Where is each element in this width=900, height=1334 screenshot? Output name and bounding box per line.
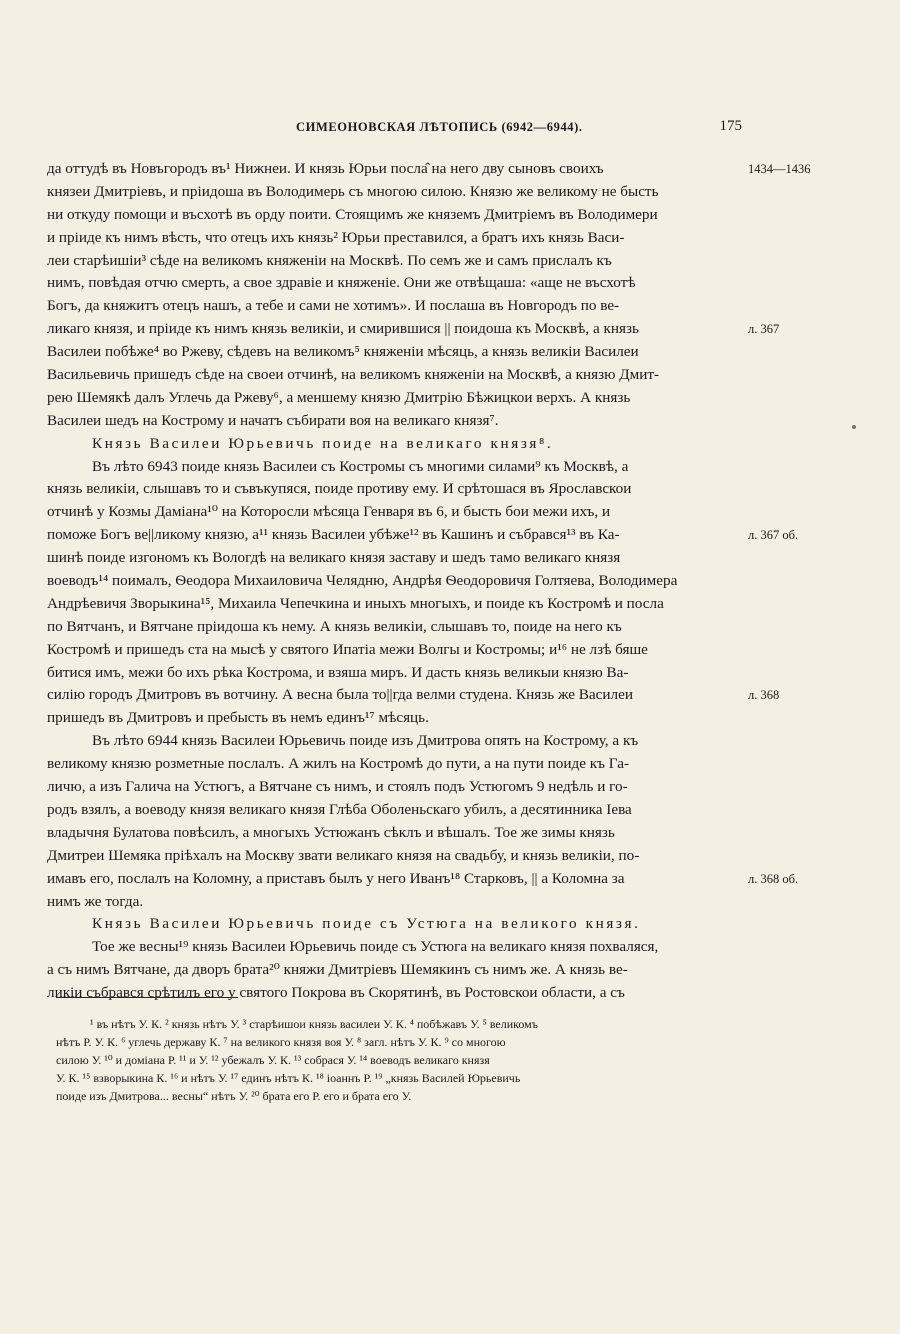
text-line bbox=[0, 707, 900, 730]
line-text: имавъ его, послалъ на Коломну, а приставъ былъ у него Иванъ¹⁸ Старковъ, || а Коломна за bbox=[47, 869, 625, 887]
text-line bbox=[0, 776, 900, 799]
line-text: ликаго князя, и прiиде къ нимъ князь великiи, и смирившися || поидоша къ Москвѣ, а князь bbox=[47, 320, 639, 338]
line-text: да оттудѣ въ Новъгородъ въ¹ Нижнеи. И князь Юрьи посла̂ на него дву сыновъ своихъ bbox=[47, 160, 604, 177]
section-heading: Князь Василеи Юрьевичь поиде съ Устюга на великого князя. bbox=[92, 915, 641, 933]
footnote-text: поиде изъ Дмитрова... весны“ нѣтъ У. ²⁰ брата его Р. его и брата его У. bbox=[56, 1089, 412, 1103]
line-text: нимъ, повѣдая отчю смерть, а свое здравiе и княженiе. Они же отвѣщаша: «аще не въсхотѣ bbox=[47, 274, 636, 292]
text-line bbox=[0, 662, 900, 685]
section-heading-line bbox=[0, 913, 900, 936]
line-text: князеи Дмитрiевъ, и прiидоша въ Володимерь съ многою силою. Князю же великому не бысть bbox=[47, 182, 659, 200]
line-text: Дмитреи Шемяка прiѣхалъ на Москву звати великаго князя на свадьбу, и князь великiи, по- bbox=[47, 846, 640, 864]
line-text: Василеи побѣже⁴ во Ржеву, сѣдевъ на великомъ⁵ княженiи мѣсяць, а князь великiи Василеи bbox=[47, 343, 639, 361]
margin-note: л. 368 bbox=[748, 688, 780, 703]
line-text: Тое же весны¹⁹ князь Василеи Юрьевичь поиде съ Устюга на великаго князя похваляся, bbox=[92, 938, 659, 956]
line-text: воеводъ¹⁴ поималъ, Ѳеодора Михаиловича Челядню, Андрѣя Ѳеодоровичя Голтяева, Володимера bbox=[47, 572, 678, 590]
line-text: родъ взялъ, а воеводу князя великаго князя Глѣба Оболеньскаго убилъ, а десятинника Iева bbox=[47, 800, 632, 818]
text-line bbox=[0, 456, 900, 479]
text-line bbox=[0, 318, 900, 341]
text-line bbox=[0, 387, 900, 410]
text-line bbox=[0, 524, 900, 547]
main-text bbox=[0, 158, 900, 1005]
line-text: битися имъ, межи бо ихъ рѣка Кострома, и взяша миръ. И дасть князь великыи князю Ва- bbox=[47, 663, 629, 681]
footnote-text: У. К. ¹⁵ взворыкина К. ¹⁶ и нѣтъ У. ¹⁷ единъ нѣтъ К. ¹⁸ iоаннъ Р. ¹⁹ „князь Василей Юрьевичь bbox=[56, 1071, 521, 1085]
line-text: Въ лѣто 6943 поиде князь Василеи съ Костромы съ многими силами⁹ къ Москвѣ, а bbox=[92, 457, 629, 475]
line-text: князь великiи, слышавъ то и съвъкупяся, поиде противу ему. И срѣтошася въ Ярославскои bbox=[47, 480, 632, 498]
text-line bbox=[0, 959, 900, 982]
text-line bbox=[0, 478, 900, 501]
line-text: личю, а изъ Галича на Устюгъ, а Вятчане съ нимъ, и стоялъ подъ Устюгомъ 9 недѣль и го- bbox=[47, 778, 628, 796]
text-line bbox=[0, 936, 900, 959]
margin-note: л. 368 об. bbox=[748, 871, 799, 886]
text-line bbox=[0, 410, 900, 433]
text-line bbox=[0, 845, 900, 868]
section-heading: Князь Василеи Юрьевичь поиде на великаго князя⁸. bbox=[92, 434, 554, 452]
page-header bbox=[46, 116, 742, 140]
line-text: пришедъ въ Дмитровъ и пребысть въ немъ единъ¹⁷ мѣсяць. bbox=[47, 709, 429, 727]
line-text: нимъ же тогда. bbox=[47, 892, 144, 910]
line-text: по Вятчанъ, и Вятчане прiидоша къ нему. А князь великiи, слышавъ то, поиде на него къ bbox=[47, 617, 622, 635]
text-line bbox=[0, 158, 900, 181]
line-text: шинѣ поиде изгономъ къ Вологдѣ на великаго князя заставу и шедъ тамо великаго князя bbox=[47, 549, 621, 567]
line-text: ликiи събрався срѣтилъ его у святого Покрова въ Скорятинѣ, въ Ростовскои области, а съ bbox=[47, 984, 625, 1002]
text-line bbox=[0, 593, 900, 616]
line-text: владычня Булатова повѣсилъ, а многыхъ Устюжанъ сѣклъ и вѣшалъ. Тое же зимы князь bbox=[47, 823, 615, 841]
text-line bbox=[0, 250, 900, 273]
text-line bbox=[0, 891, 900, 914]
text-line bbox=[0, 799, 900, 822]
line-text: ни откуду помощи и въсхотѣ въ орду поити. Стоящимъ же княземъ Дмитрiемъ въ Володимери bbox=[47, 205, 658, 223]
line-text: Костромѣ и пришедъ ста на мысѣ у святого Ипатiа межи Волгы и Костромы; и¹⁶ не лзѣ бяше bbox=[47, 640, 648, 658]
page-number: 175 bbox=[719, 118, 742, 134]
line-text: Андрѣевичя Зворыкина¹⁵, Михаила Чепечкина и иныхъ многыхъ, и поиде къ Костромѣ и посла bbox=[47, 594, 664, 612]
text-line bbox=[0, 204, 900, 227]
line-text: великому князю розметные послалъ. А жилъ на Костромѣ до пути, а на пути поиде къ Га- bbox=[47, 755, 629, 773]
margin-note: 1434—1436 bbox=[748, 162, 811, 176]
text-line bbox=[0, 868, 900, 891]
line-text: силiю городъ Дмитровъ въ вотчину. А весна была то||гда велми студена. Князь же Василеи bbox=[47, 686, 633, 704]
footnote-text: ¹ въ нѣтъ У. К. ² князь нѣтъ У. ³ старѣишои князь василеи У. К. ⁴ побѣжавъ У. ⁵ великомъ bbox=[90, 1017, 538, 1031]
footnote-text: нѣтъ Р. У. К. ⁶ углечь державу К. ⁷ на великого князя воя У. ⁸ загл. нѣтъ У. К. ⁹ со многою bbox=[56, 1035, 506, 1049]
line-text: Богъ, да княжитъ отецъ нашъ, а тебе и сами не хотимъ». И послаша въ Новгородъ по ве- bbox=[47, 297, 620, 315]
margin-note: л. 367 об. bbox=[748, 528, 799, 543]
text-line bbox=[0, 822, 900, 845]
text-line bbox=[0, 730, 900, 753]
footnote-line bbox=[0, 1051, 900, 1069]
line-text: отчинѣ у Козмы Дамiана¹⁰ на Которосли мѣсяца Генваря въ 6, и бысть бои межи ихъ, и bbox=[47, 503, 611, 521]
line-text: леи старѣишiи³ сѣде на великомъ княженiи на Москвѣ. По семъ же и самъ прислалъ къ bbox=[47, 251, 612, 269]
text-line bbox=[0, 982, 900, 1005]
text-line bbox=[0, 227, 900, 250]
footnote-text: силою У. ¹⁰ и домiана Р. ¹¹ и У. ¹² убежалъ У. К. ¹³ собрася У. ¹⁴ воеводъ великаго князя bbox=[56, 1053, 490, 1067]
text-line bbox=[0, 501, 900, 524]
text-line bbox=[0, 295, 900, 318]
text-line bbox=[0, 639, 900, 662]
margin-note: л. 367 bbox=[748, 322, 780, 337]
text-line bbox=[0, 181, 900, 204]
text-line bbox=[0, 684, 900, 707]
line-text: а съ нимъ Вятчане, да дворъ брата²⁰ княжи Дмитрiевъ Шемякинъ съ нимъ же. А князь ве- bbox=[47, 961, 628, 979]
ink-speck bbox=[852, 425, 856, 429]
footnote-line bbox=[0, 1033, 900, 1051]
line-text: и прiиде къ нимъ вѣсть, что отецъ ихъ князь² Юрьи преставился, а братъ ихъ князь Васи- bbox=[47, 228, 625, 246]
text-line bbox=[0, 616, 900, 639]
running-title: СИМЕОНОВСКАЯ ЛѢТОПИСЬ (6942—6944). bbox=[296, 120, 583, 134]
line-text: поможе Богъ ве||ликому князю, а¹¹ князь Василеи убѣже¹² въ Кашинъ и събрався¹³ въ Ка- bbox=[47, 526, 620, 544]
line-text: Въ лѣто 6944 князь Василеи Юрьевичь поиде изъ Дмитрова опять на Кострому, а къ bbox=[92, 732, 639, 750]
footnote-line bbox=[0, 1015, 900, 1033]
section-heading-line bbox=[0, 433, 900, 456]
text-line bbox=[0, 272, 900, 295]
line-text: Василеи шедъ на Кострому и начатъ събирати воя на великаго князя⁷. bbox=[47, 411, 499, 429]
footnote-divider bbox=[56, 997, 238, 998]
footnote-line bbox=[0, 1069, 900, 1087]
footnote-line bbox=[0, 1087, 900, 1105]
text-line bbox=[0, 341, 900, 364]
text-line bbox=[0, 364, 900, 387]
text-line bbox=[0, 547, 900, 570]
text-line bbox=[0, 753, 900, 776]
text-line bbox=[0, 570, 900, 593]
line-text: рею Шемякѣ далъ Углечь да Ржеву⁶, а меншему князю Дмитрiю Бѣжицкои верхъ. А князь bbox=[47, 388, 631, 406]
footnotes bbox=[0, 1015, 900, 1105]
line-text: Васильевичь пришедъ сѣде на своеи отчинѣ, на великомъ княженiи на Москвѣ, а князю Дмит- bbox=[47, 366, 660, 384]
